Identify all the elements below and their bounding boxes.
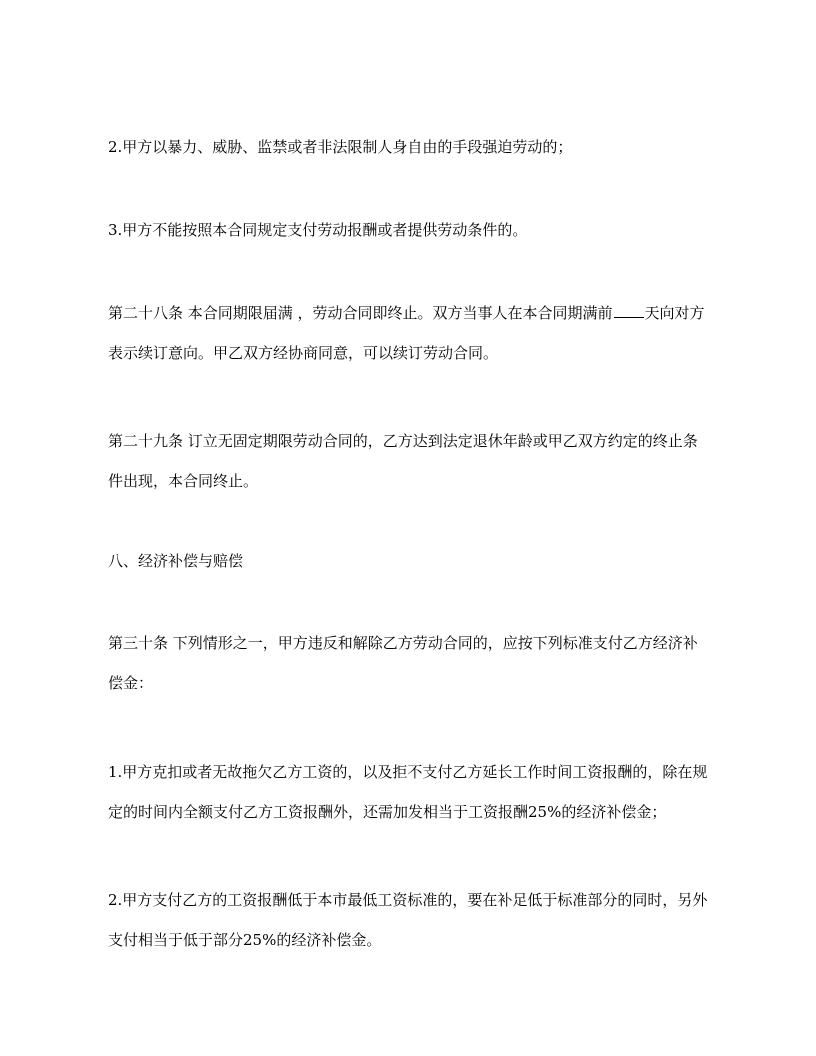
section-heading-8 (108, 541, 708, 581)
text-line: 定的时间内全额支付乙方工资报酬外，还需加发相当于工资报酬25%的经济补偿金； (108, 803, 667, 821)
article-28-text-after-blank: 天向对方 (644, 304, 705, 322)
section-heading-text: 八、经济补偿与赔偿 (108, 552, 244, 570)
article-29 (108, 421, 708, 501)
compensation-item-1 (108, 752, 708, 832)
article-30 (108, 623, 708, 703)
text-line: 第三十条 下列情形之一，甲方违反和解除乙方劳动合同的，应按下列标准支付乙方经济补 (108, 634, 698, 652)
article-28 (108, 293, 708, 373)
text-line: 1.甲方克扣或者无故拖欠乙方工资的，以及拒不支付乙方延长工作时间工资报酬的，除在规 (108, 763, 708, 781)
text-line: 表示续订意向。甲乙双方经协商同意，可以续订劳动合同。 (108, 344, 499, 362)
clause-item-2 (108, 127, 708, 167)
compensation-item-2 (108, 880, 708, 960)
text-line: 第二十九条 订立无固定期限劳动合同的，乙方达到法定退休年龄或甲乙双方约定的终止条 (108, 432, 698, 450)
text-line: 2.甲方以暴力、威胁、监禁或者非法限制人身自由的手段强迫劳动的； (108, 138, 573, 156)
text-line: 偿金： (108, 674, 154, 692)
text-line: 支付相当于低于部分25%的经济补偿金。 (108, 931, 382, 949)
days-blank-field (614, 303, 644, 318)
clause-item-3 (108, 210, 708, 250)
text-line: 2.甲方支付乙方的工资报酬低于本市最低工资标准的，要在补足低于标准部分的同时，另外 (108, 891, 708, 909)
text-line (108, 293, 708, 333)
article-28-text-before-blank: 第二十八条 本合同期限届满 ，劳动合同即终止。双方当事人在本合同期满前 (108, 304, 613, 322)
text-line: 3.甲方不能按照本合同规定支付劳动报酬或者提供劳动条件的。 (108, 221, 528, 239)
text-line: 件出现，本合同终止。 (108, 472, 259, 490)
